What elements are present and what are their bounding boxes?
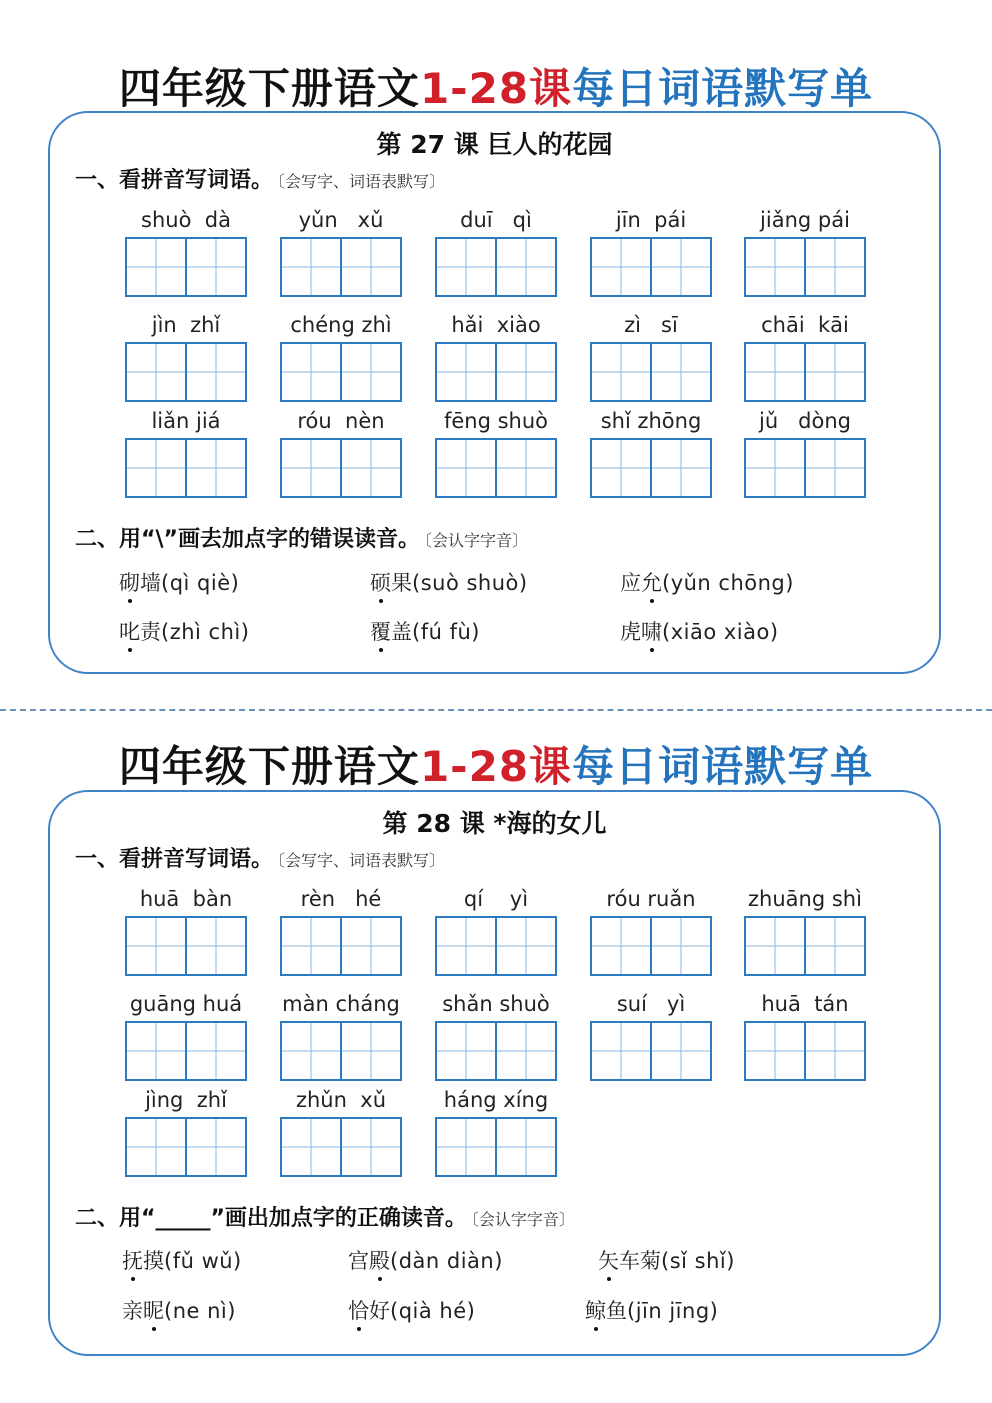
pinyin-label: jiǎng pái — [760, 208, 850, 232]
word-cell — [276, 1083, 406, 1177]
char-box[interactable] — [185, 344, 245, 400]
char-box[interactable] — [127, 1119, 185, 1175]
char-box[interactable] — [127, 344, 185, 400]
char-box[interactable] — [282, 1023, 340, 1079]
pronunciation-options[interactable]: (qì qiè) — [161, 571, 240, 595]
dotted-character: 砌 — [119, 567, 140, 597]
writing-grid[interactable] — [435, 1021, 557, 1081]
char-box[interactable] — [592, 918, 650, 974]
word-cell — [121, 308, 251, 402]
word-cell — [121, 987, 251, 1081]
word-cell — [586, 203, 716, 297]
section-reading-title: 二、用“_____”画出加点字的正确读音。 — [75, 1206, 467, 1231]
writing-grid[interactable] — [280, 1117, 402, 1177]
dotted-character: 殿 — [369, 1245, 390, 1275]
word-suffix: 车菊 — [619, 1249, 661, 1273]
char-box[interactable] — [127, 440, 185, 496]
dotted-character: 允 — [641, 567, 662, 597]
char-box[interactable] — [340, 1023, 400, 1079]
char-box[interactable] — [127, 1023, 185, 1079]
word-cell — [276, 404, 406, 498]
char-box[interactable] — [804, 918, 864, 974]
dotted-character: 恰 — [348, 1295, 369, 1325]
word-cell — [431, 1083, 561, 1177]
pronunciation-options[interactable]: (ne nì) — [164, 1299, 236, 1323]
char-box[interactable] — [437, 344, 495, 400]
pinyin-label: jǔ dòng — [759, 409, 851, 433]
word-cell — [740, 203, 870, 297]
word-suffix: 墙 — [140, 571, 161, 595]
writing-grid[interactable] — [280, 342, 402, 402]
word-cell — [586, 987, 716, 1081]
dotted-character: 昵 — [143, 1295, 164, 1325]
section-pinyin-title: 一、看拼音写词语。 — [75, 168, 274, 193]
pronunciation-options[interactable]: (dàn diàn) — [390, 1249, 503, 1273]
dotted-character: 覆 — [370, 616, 391, 646]
char-box[interactable] — [340, 918, 400, 974]
title-lesson-word: 课 — [529, 64, 573, 113]
word-cell — [431, 404, 561, 498]
reading-item[interactable] — [348, 1245, 503, 1275]
char-box[interactable] — [340, 344, 400, 400]
writing-grid[interactable] — [590, 342, 712, 402]
pinyin-label: fēng shuò — [443, 409, 549, 433]
title-lesson-word: 课 — [529, 742, 573, 791]
page-title — [0, 56, 992, 116]
char-box[interactable] — [437, 1023, 495, 1079]
writing-grid[interactable] — [744, 342, 866, 402]
pinyin-label: zì sī — [624, 313, 678, 337]
pinyin-label: shuò dà — [141, 208, 231, 232]
dotted-character: 硕 — [370, 567, 391, 597]
title-grade: 四年级下册语文 — [118, 64, 420, 113]
char-box[interactable] — [650, 344, 710, 400]
dotted-character: 鲸 — [585, 1295, 606, 1325]
writing-grid[interactable] — [280, 1021, 402, 1081]
word-cell — [740, 308, 870, 402]
pinyin-label: jìn zhǐ — [151, 313, 221, 337]
word-cell — [736, 882, 874, 976]
word-cell — [431, 987, 561, 1081]
word-cell — [740, 404, 870, 498]
section-reading-heading — [75, 522, 528, 553]
title-grade: 四年级下册语文 — [118, 742, 420, 791]
char-box[interactable] — [127, 918, 185, 974]
pinyin-label: jīn pái — [615, 208, 687, 232]
word-cell — [586, 882, 716, 976]
writing-grid[interactable] — [125, 1117, 247, 1177]
pronunciation-options[interactable]: (jīn jīng) — [627, 1299, 719, 1323]
worksheet-panel — [48, 111, 941, 674]
word-cell — [586, 404, 716, 498]
word-suffix: 摸 — [143, 1249, 164, 1273]
word-prefix: 虎 — [620, 620, 641, 644]
char-box[interactable] — [340, 440, 400, 496]
char-box[interactable] — [340, 239, 400, 295]
word-cell — [121, 404, 251, 498]
word-prefix: 亲 — [122, 1299, 143, 1323]
pinyin-label: hǎi xiào — [451, 313, 541, 337]
pinyin-label: qí yì — [463, 887, 529, 911]
section-reading-heading — [75, 1201, 575, 1232]
char-box[interactable] — [282, 440, 340, 496]
writing-grid[interactable] — [280, 916, 402, 976]
writing-grid[interactable] — [125, 1021, 247, 1081]
writing-grid[interactable] — [435, 237, 557, 297]
dotted-character: 矢 — [598, 1245, 619, 1275]
pinyin-label: chāi kāi — [761, 313, 849, 337]
char-box[interactable] — [804, 344, 864, 400]
writing-grid[interactable] — [435, 342, 557, 402]
word-prefix: 宫 — [348, 1249, 369, 1273]
reading-item[interactable] — [122, 1245, 242, 1275]
pinyin-label: liǎn jiá — [151, 409, 221, 433]
writing-grid[interactable] — [744, 1021, 866, 1081]
writing-grid[interactable] — [280, 237, 402, 297]
word-suffix: 鱼 — [606, 1299, 627, 1323]
word-suffix: 果 — [391, 571, 412, 595]
reading-item[interactable] — [370, 567, 528, 597]
pronunciation-options[interactable]: (suò shuò) — [412, 571, 528, 595]
word-cell — [431, 308, 561, 402]
word-prefix: 应 — [620, 571, 641, 595]
reading-item[interactable] — [620, 567, 794, 597]
reading-item[interactable] — [598, 1245, 735, 1275]
pronunciation-options[interactable]: (fǔ wǔ) — [164, 1249, 242, 1273]
char-box[interactable] — [495, 918, 555, 974]
section-pinyin-note: 〔会写字、词语表默写〕 — [277, 172, 446, 191]
word-cell — [276, 987, 406, 1081]
word-cell — [431, 882, 561, 976]
cut-line-divider — [0, 709, 992, 711]
word-cell — [276, 203, 406, 297]
pinyin-label: zhuāng shì — [748, 887, 862, 911]
reading-item[interactable] — [119, 567, 239, 597]
char-box[interactable] — [282, 1119, 340, 1175]
pinyin-label: shǐ zhōng — [600, 409, 702, 433]
char-box[interactable] — [495, 239, 555, 295]
char-box[interactable] — [746, 344, 804, 400]
pronunciation-options[interactable]: (qià hé) — [390, 1299, 476, 1323]
pronunciation-options[interactable]: (fú fù) — [412, 620, 480, 644]
word-suffix: 盖 — [391, 620, 412, 644]
pinyin-label: róu ruǎn — [606, 887, 696, 911]
writing-grid[interactable] — [125, 916, 247, 976]
title-sheet-name: 每日词语默写单 — [572, 64, 874, 113]
writing-grid[interactable] — [125, 342, 247, 402]
pinyin-label: jìng zhǐ — [145, 1088, 227, 1112]
pinyin-label: duī qì — [460, 208, 532, 232]
char-box[interactable] — [437, 1119, 495, 1175]
char-box[interactable] — [746, 1023, 804, 1079]
char-box[interactable] — [592, 1023, 650, 1079]
reading-item[interactable] — [620, 616, 779, 646]
section-reading-note: 〔会认字字音〕 — [470, 1210, 575, 1229]
section-pinyin-note: 〔会写字、词语表默写〕 — [277, 851, 446, 870]
writing-grid[interactable] — [590, 438, 712, 498]
pronunciation-options[interactable]: (xiāo xiào) — [662, 620, 779, 644]
pinyin-label: chéng zhì — [290, 313, 392, 337]
char-box[interactable] — [185, 239, 245, 295]
page-title — [0, 734, 992, 794]
char-box[interactable] — [650, 918, 710, 974]
lesson-title: 第 28 课 *海的女儿 — [382, 809, 607, 838]
pinyin-label: rèn hé — [300, 887, 382, 911]
char-box[interactable] — [650, 440, 710, 496]
writing-grid[interactable] — [125, 237, 247, 297]
char-box[interactable] — [592, 239, 650, 295]
char-box[interactable] — [746, 918, 804, 974]
section-pinyin-title: 一、看拼音写词语。 — [75, 847, 274, 872]
word-cell — [740, 987, 870, 1081]
title-sheet-name: 每日词语默写单 — [572, 742, 874, 791]
char-box[interactable] — [804, 440, 864, 496]
pinyin-label: shǎn shuò — [442, 992, 550, 1016]
writing-grid[interactable] — [435, 916, 557, 976]
reading-item[interactable] — [119, 616, 249, 646]
char-box[interactable] — [282, 344, 340, 400]
section-reading-title: 二、用“\”画去加点字的错误读音。 — [75, 527, 420, 552]
writing-grid[interactable] — [435, 438, 557, 498]
reading-item[interactable] — [585, 1295, 718, 1325]
char-box[interactable] — [592, 440, 650, 496]
pinyin-label: yǔn xǔ — [298, 208, 384, 232]
writing-grid[interactable] — [435, 1117, 557, 1177]
char-box[interactable] — [804, 1023, 864, 1079]
word-cell — [121, 1083, 251, 1177]
pronunciation-options[interactable]: (zhì chì) — [161, 620, 250, 644]
worksheet-panel — [48, 790, 941, 1356]
char-box[interactable] — [495, 440, 555, 496]
char-box[interactable] — [340, 1119, 400, 1175]
title-range: 1-28 — [419, 64, 530, 113]
char-box[interactable] — [437, 239, 495, 295]
pinyin-label: màn cháng — [282, 992, 400, 1016]
title-range: 1-28 — [419, 742, 530, 791]
writing-grid[interactable] — [744, 916, 866, 976]
writing-grid[interactable] — [280, 438, 402, 498]
char-box[interactable] — [650, 1023, 710, 1079]
pinyin-label: huā bàn — [139, 887, 233, 911]
word-cell — [121, 882, 251, 976]
char-box[interactable] — [650, 239, 710, 295]
word-cell — [586, 308, 716, 402]
char-box[interactable] — [746, 440, 804, 496]
pinyin-label: huā tán — [761, 992, 849, 1016]
char-box[interactable] — [437, 918, 495, 974]
word-suffix: 责 — [140, 620, 161, 644]
char-box[interactable] — [495, 1023, 555, 1079]
pinyin-label: háng xíng — [443, 1088, 549, 1112]
char-box[interactable] — [282, 918, 340, 974]
writing-grid[interactable] — [744, 237, 866, 297]
dotted-character: 抚 — [122, 1245, 143, 1275]
word-cell — [276, 882, 406, 976]
section-pinyin-heading — [75, 163, 445, 194]
char-box[interactable] — [185, 918, 245, 974]
char-box[interactable] — [804, 239, 864, 295]
char-box[interactable] — [185, 1023, 245, 1079]
word-cell — [121, 203, 251, 297]
word-cell — [276, 308, 406, 402]
section-pinyin-heading — [75, 842, 445, 873]
pinyin-label: zhǔn xǔ — [295, 1088, 387, 1112]
reading-item[interactable] — [348, 1295, 475, 1325]
writing-grid[interactable] — [744, 438, 866, 498]
char-box[interactable] — [185, 1119, 245, 1175]
dotted-character: 叱 — [119, 616, 140, 646]
char-box[interactable] — [437, 440, 495, 496]
char-box[interactable] — [592, 344, 650, 400]
lesson-title: 第 27 课 巨人的花园 — [376, 130, 613, 159]
pronunciation-options[interactable]: (sǐ shǐ) — [661, 1249, 735, 1273]
section-reading-note: 〔会认字字音〕 — [423, 531, 528, 550]
char-box[interactable] — [127, 239, 185, 295]
dotted-character: 啸 — [641, 616, 662, 646]
char-box[interactable] — [746, 239, 804, 295]
char-box[interactable] — [495, 344, 555, 400]
word-suffix: 好 — [369, 1299, 390, 1323]
pronunciation-options[interactable]: (yǔn chōng) — [662, 571, 794, 595]
writing-grid[interactable] — [125, 438, 247, 498]
pinyin-label: guāng huá — [129, 992, 243, 1016]
writing-grid[interactable] — [590, 1021, 712, 1081]
word-cell — [431, 203, 561, 297]
char-box[interactable] — [282, 239, 340, 295]
char-box[interactable] — [495, 1119, 555, 1175]
char-box[interactable] — [185, 440, 245, 496]
writing-grid[interactable] — [590, 916, 712, 976]
reading-item[interactable] — [370, 616, 480, 646]
writing-grid[interactable] — [590, 237, 712, 297]
reading-item[interactable] — [122, 1295, 236, 1325]
pinyin-label: suí yì — [616, 992, 686, 1016]
pinyin-label: róu nèn — [297, 409, 385, 433]
